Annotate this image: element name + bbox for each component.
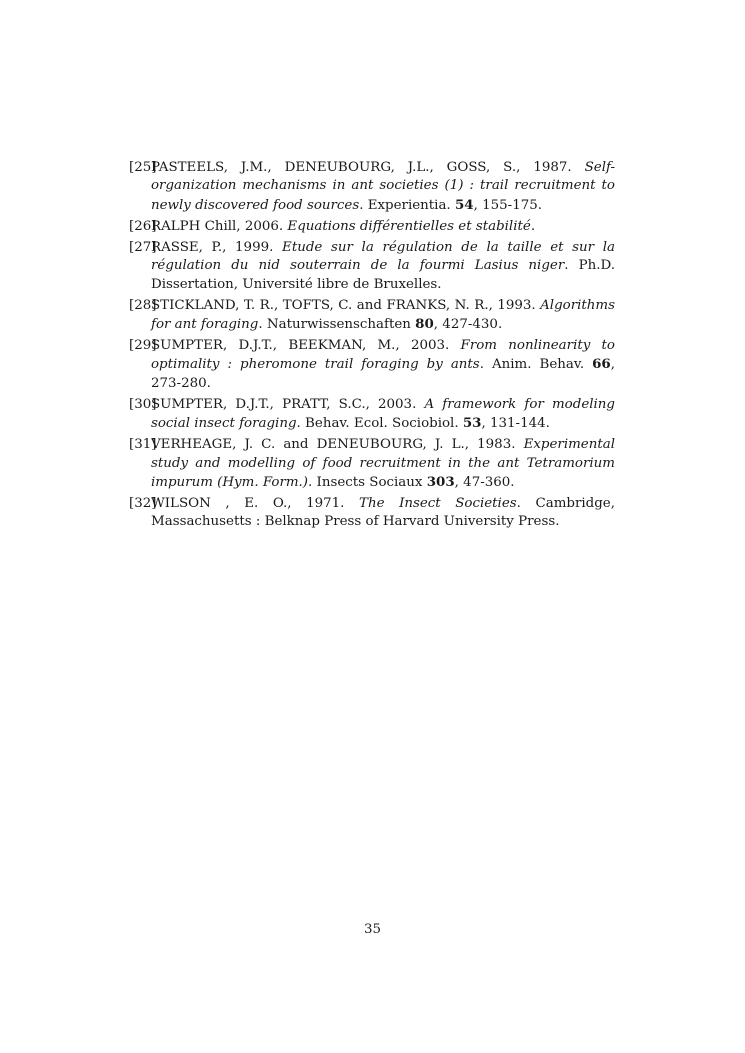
reference-title: Equations différentielles et stabilité [287,218,531,234]
reference-title: A framework for modeling social insect foraging [151,396,615,432]
reference-text [151,297,615,335]
page-number: 35 [363,922,382,937]
reference-number: [25] [129,160,157,175]
reference-segment: , 273-280. [151,357,615,391]
reference-text [151,218,615,236]
reference-number: [29] [129,338,157,354]
reference-number: [30] [129,396,157,412]
reference-volume: 303 [426,474,455,491]
reference-segment: SUMPTER, D.J.T., BEEKMAN, M., 2003. [151,338,461,354]
reference-segment: WILSON , E. O., 1971. [151,496,360,512]
reference-item [129,297,615,335]
reference-volume: 53 [462,415,482,432]
reference-segment: RALPH Chill, 2006. [151,218,288,234]
reference-segment: PASTEELS, J.M., DENEUBOURG, J.L., GOSS, S., 1987. [151,160,585,175]
reference-item [129,159,615,215]
reference-segment: RASSE, P., 1999. [151,239,283,255]
reference-title: Algorithms for ant foraging [151,297,615,333]
reference-text [151,337,615,393]
reference-item [129,218,615,236]
reference-segment: . Cambridge, Massachusetts : Belknap Press of Harvard University Press. [151,496,615,530]
reference-segment: . Ph.D. Dissertation, Université libre de Bruxelles. [151,258,615,292]
reference-segment: SUMPTER, D.J.T., PRATT, S.C., 2003. [151,396,425,412]
reference-segment: VERHEAGE, J. C. and DENEUBOURG, J. L., 1983. [151,437,524,453]
reference-item [129,396,615,434]
reference-number: [31] [129,437,157,453]
reference-segment: . Experientia. [359,197,455,213]
reference-item [129,495,615,532]
reference-number: [28] [129,297,157,313]
reference-text [151,159,615,215]
reference-title: The Insect Societies [359,496,517,512]
reference-item [129,436,615,492]
reference-title: From nonlinearity to optimality : pheromone trail foraging by ants [151,338,615,373]
reference-segment: . Behav. Ecol. Sociobiol. [296,416,463,432]
reference-segment: , 427-430. [433,317,503,333]
reference-segment: STICKLAND, T. R., TOFTS, C. and FRANKS, N. R., 1993. [151,297,541,313]
reference-item [129,239,615,294]
reference-segment: . [530,218,536,234]
reference-segment: . Naturwissenschaften [258,317,416,333]
reference-segment: . Anim. Behav. [479,357,593,373]
reference-item [129,337,615,393]
reference-title: Self-organization mechanisms in ant societies (1) : trail recruitment to newly discovered food sources [151,160,615,213]
reference-volume: 54 [454,196,474,213]
reference-segment: , 155-175. [473,197,543,213]
reference-text [151,239,615,294]
reference-number: [32] [129,496,157,512]
reference-number: [26] [129,218,157,234]
reference-title: Experimental study and modelling of food recruitment in the ant Tetramorium impurum (Hym. Form.) [151,437,615,491]
reference-segment: , 47-360. [454,475,515,491]
reference-number: [27] [129,239,157,255]
reference-text [151,436,615,492]
reference-segment: , 131-144. [481,416,550,432]
reference-volume: 80 [415,316,434,333]
reference-segment: . Insects Sociaux [308,475,427,491]
reference-title: Etude sur la régulation de la taille et sur la régulation du nid souterrain de la fourmi Lasius niger [151,239,615,274]
reference-list [129,159,615,534]
reference-text [151,396,615,434]
reference-volume: 66 [592,356,611,373]
reference-text [151,495,615,532]
